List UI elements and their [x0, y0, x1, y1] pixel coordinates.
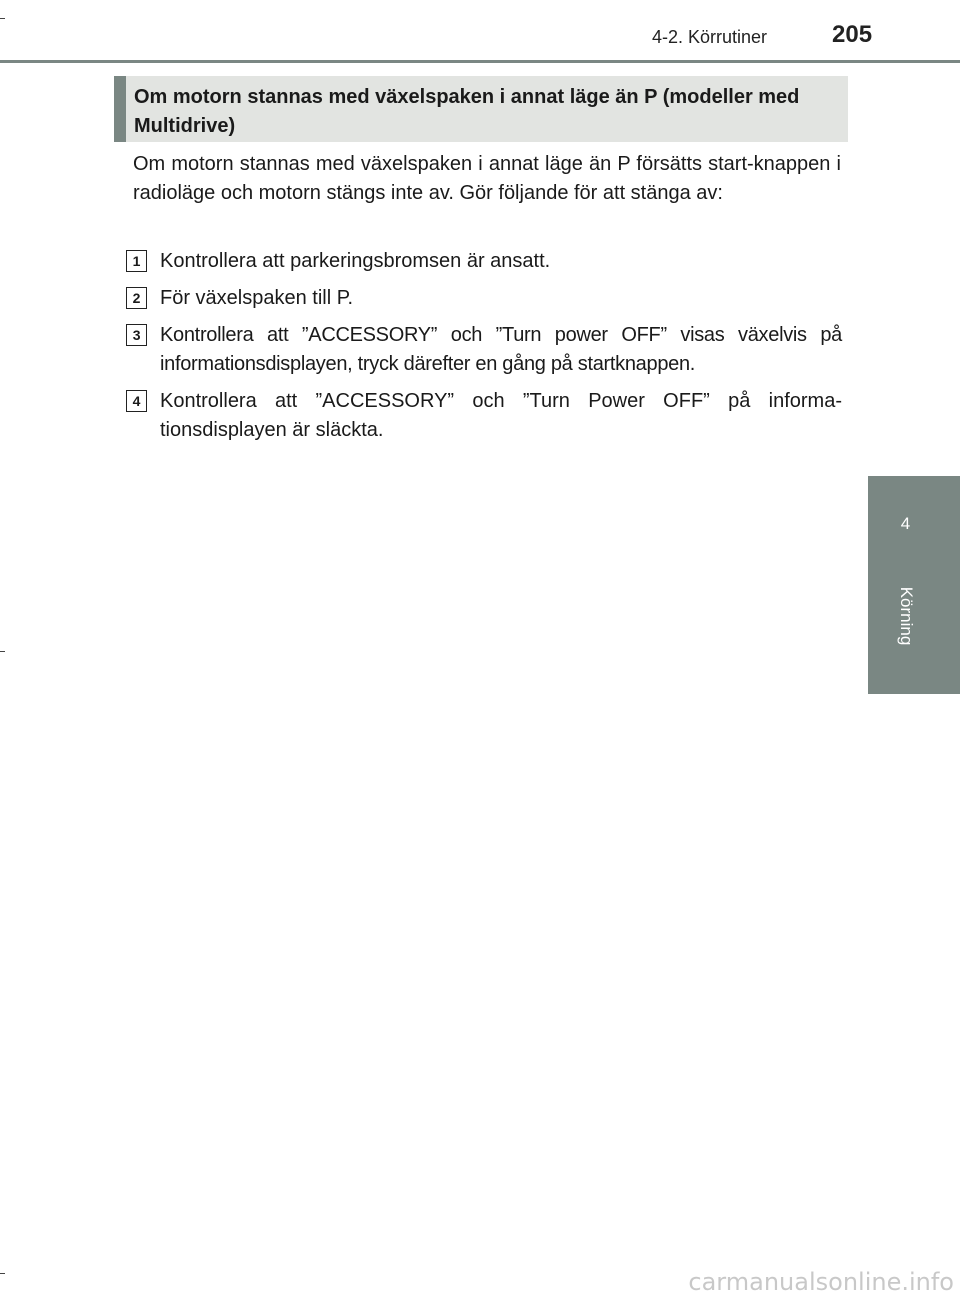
step-item: [126, 321, 842, 379]
step-number-badge: 1: [126, 250, 147, 272]
step-text: Kontrollera att parkeringsbromsen är ansatt.: [160, 250, 551, 272]
section-heading: Om motorn stannas med växelspaken i annat läge än P (modeller med Multidrive): [134, 86, 800, 137]
step-text: För växelspaken till P.: [160, 287, 354, 309]
chapter-side-tab: [868, 476, 960, 694]
step-text: Kontrollera att ”ACCESSORY” och ”Turn Power OFF” på informa-tionsdisplayen är släckta.: [160, 390, 842, 441]
section-title: 4-2. Körrutiner: [652, 27, 768, 47]
chapter-label: Körning: [897, 586, 916, 646]
crop-mark-bottom: [0, 1273, 5, 1274]
section-heading-box: [114, 76, 848, 142]
chapter-number: 4: [900, 514, 911, 533]
step-item: [126, 284, 842, 313]
page-number: 205: [832, 21, 873, 48]
heading-accent-bar: [114, 76, 126, 142]
step-number-badge: 3: [126, 324, 147, 346]
crop-mark-middle: [0, 651, 5, 652]
step-item: [126, 247, 842, 276]
step-item: [126, 387, 842, 445]
step-text: Kontrollera att ”ACCESSORY” och ”Turn power OFF” visas växelvis på informationsdisplayen, tryck därefter en gång på startknappen.: [160, 324, 842, 375]
intro-paragraph: Om motorn stannas med växelspaken i annat läge än P försätts start-knappen i radioläge och motorn stängs inte av. Gör följande för att stänga av:: [133, 153, 841, 204]
header-rule: [0, 60, 960, 63]
step-list: [126, 247, 842, 453]
step-number-badge: 4: [126, 390, 147, 412]
page-header: [0, 0, 960, 66]
watermark: carmanualsonline.info: [688, 1268, 954, 1296]
step-number-badge: 2: [126, 287, 147, 309]
